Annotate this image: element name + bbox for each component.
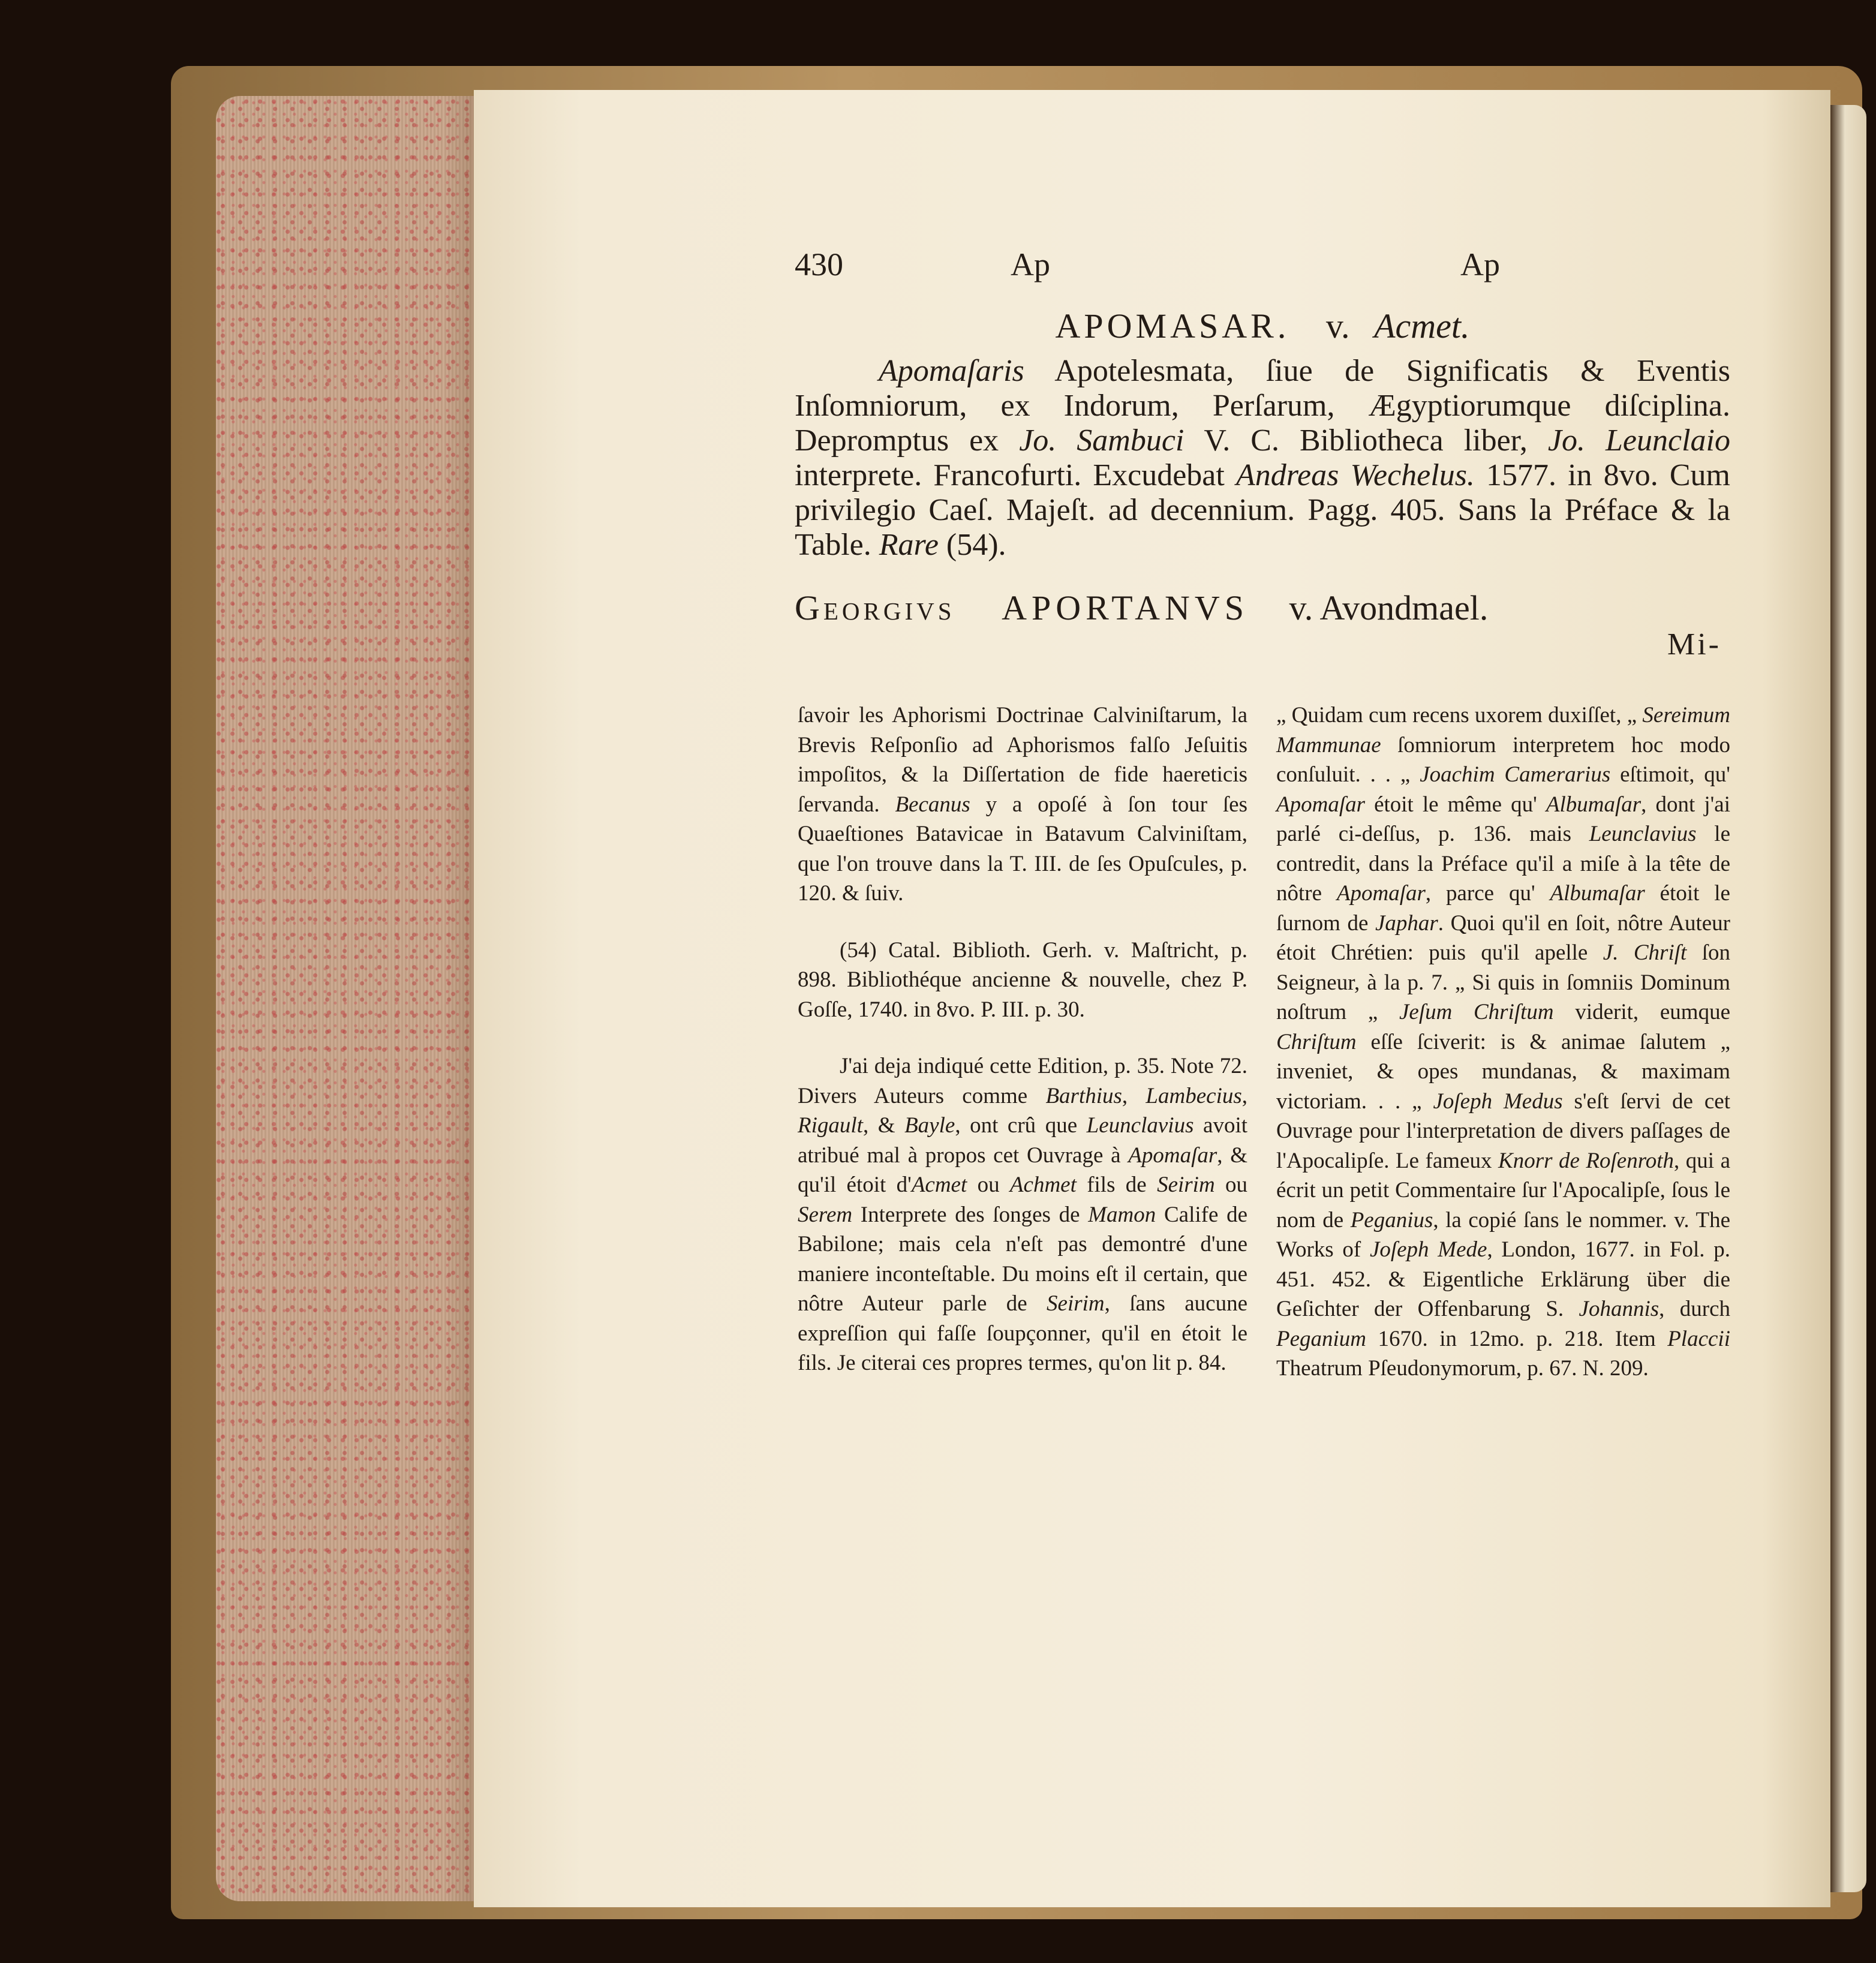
text: ſomniorum interpretem hoc modo conſuluit. . . „ <box>1276 732 1730 787</box>
name: Apomaſar <box>1336 881 1426 906</box>
text: ou <box>967 1173 1010 1197</box>
name: Peganium <box>1276 1326 1367 1351</box>
name: Leunclavius <box>1086 1113 1194 1138</box>
text: , dont j'ai parlé ci-deſſus, p. 136. mais <box>1276 792 1730 846</box>
text: Calife de Babilone; mais cela n'eſt pas demontré d'une maniere inconteſtable. Du moins eſt il certain, que nôtre Auteur parle de <box>798 1202 1248 1316</box>
name: Achmet <box>1009 1173 1077 1197</box>
entry-text: 1577. in 8vo. Cum privilegio Caeſ. Majeſt. ad decennium. Pagg. 405. Sans la Préface & la Table. <box>795 458 1730 562</box>
name: Apomaſar <box>1128 1143 1217 1168</box>
facing-page-edge <box>1830 105 1866 1892</box>
running-header <box>795 246 1730 294</box>
text: viderit, eumque <box>1553 1000 1730 1024</box>
entry-heading-aportanus <box>795 588 1730 628</box>
name: Jeſum Chriſtum <box>1399 1000 1554 1024</box>
footnote: (54) Catal. Biblioth. Gerh. v. Maſtricht, p. 898. Bibliothéque ancienne & nouvelle, chez P. Goſſe, 1740. in 8vo. P. III. p. 30. <box>798 937 1247 1022</box>
name: Johannis <box>1579 1297 1659 1321</box>
name: Barthius <box>1045 1083 1122 1108</box>
text: avoit atribué mal à propos cet Ouvrage à <box>798 1113 1248 1168</box>
name: Seirim <box>1047 1291 1105 1316</box>
entry-name: Jo. Leunclaio <box>1547 423 1730 458</box>
name: Apomaſar <box>1276 792 1365 817</box>
text: , parce qu' <box>1425 881 1550 906</box>
catchword: Mi- <box>1667 627 1721 662</box>
name: Serem <box>798 1202 853 1227</box>
name: Joſeph Medus <box>1433 1089 1563 1114</box>
text: s'eſt ſervi de cet Ouvrage pour l'interpretation de divers paſſages de l'Apocalipſe. Le fameux <box>1276 1089 1730 1173</box>
text: , durch <box>1659 1297 1730 1321</box>
text: , ſans aucune expreſſion qui faſſe ſoupçonner, qu'il en étoit le fils. Je citerai ces propres termes, qu'on lit p. 84. <box>798 1291 1247 1375</box>
text: , <box>1122 1083 1146 1108</box>
heading-v: v. <box>1325 306 1350 345</box>
paragraph <box>798 1051 1247 1378</box>
rare-label: Rare <box>879 528 939 562</box>
name: Rigault <box>798 1113 863 1138</box>
text: Theatrum Pſeudonymorum, p. 67. N. 209. <box>1276 1356 1649 1381</box>
page-number: 430 <box>795 246 843 282</box>
text: eſtimoit, qu' <box>1610 762 1730 787</box>
author-italic: Apomaſaris <box>879 354 1024 388</box>
text: ſon Seigneur, à la p. 7. „ Si quis in ſomniis Dominum noſtrum „ <box>1276 940 1730 1024</box>
page-edge-block <box>216 96 480 1901</box>
text: étoit le ſurnom de <box>1276 881 1730 936</box>
name: Chriſtum <box>1276 1029 1357 1054</box>
text: Interprete des ſonges de <box>852 1202 1089 1227</box>
name: Becanus <box>895 792 970 817</box>
heading-ref: Acmet. <box>1374 306 1470 345</box>
name: Leunclavius <box>1589 822 1697 846</box>
text: 1670. in 12mo. p. 218. Item <box>1366 1326 1668 1351</box>
surname: APORTANVS <box>1002 588 1249 627</box>
entry-text: Apotelesmata, ſiue de Significatis & Eventis Inſomniorum, ex Indorum, Perſarum, Ægyptiorumque diſciplina. Depromptus ex <box>795 354 1730 458</box>
name: Joſeph Mede <box>1369 1237 1487 1262</box>
paragraph <box>798 701 1247 909</box>
running-head-right: Ap <box>1460 246 1500 282</box>
text: ou <box>1214 1173 1247 1197</box>
paragraph <box>1276 701 1730 1384</box>
name: Japhar <box>1375 910 1438 936</box>
text: , & <box>862 1113 905 1138</box>
name: J. Chriſt <box>1603 940 1687 965</box>
name: Peganius <box>1350 1207 1433 1232</box>
left-column <box>798 701 1247 1378</box>
name: Seirim <box>1157 1173 1215 1197</box>
text: y a opoſé à ſon tour ſes Quaeſtiones Batavicae in Batavum Calviniſtam, que l'on trouve dans la T. III. de ſes Opuſcules, p. 120. & ſuiv. <box>798 792 1247 906</box>
name: Knorr de Roſenroth <box>1498 1148 1674 1173</box>
name: Albumaſar <box>1546 792 1642 817</box>
first-name: Georgivs <box>795 588 955 627</box>
entry-text: V. C. Bibliotheca liber, <box>1184 423 1548 458</box>
entry-body-apomasar <box>795 354 1730 563</box>
text: „ Quidam cum recens uxorem duxiſſet, „ <box>1276 703 1643 728</box>
cross-ref: v. Avondmael. <box>1289 588 1489 627</box>
entry-name: Andreas Wechelus. <box>1235 458 1475 492</box>
text: . Quoi qu'il en ſoit, nôtre Auteur étoit Chrétien: puis qu'il apelle <box>1276 910 1730 965</box>
running-head-left: Ap <box>1011 246 1050 282</box>
text: J'ai deja indiqué cette Edition, p. 35. Note 72. Divers Auteurs comme <box>798 1054 1247 1108</box>
text: , London, 1677. in Fol. p. 451. 452. & Eigentliche Erklärung über die Geſichter der Offenbarung S. <box>1276 1237 1730 1321</box>
name: Sereimum Mammunae <box>1276 703 1730 757</box>
text: , ont crû que <box>955 1113 1087 1138</box>
text: étoit le même qu' <box>1365 792 1546 817</box>
name: Joachim Camerarius <box>1420 762 1611 787</box>
text: , qui a écrit un petit Commentaire ſur l'Apocalipſe, ſous le nom de <box>1276 1148 1731 1232</box>
text: ſavoir les Aphorismi Doctrinae Calviniſtarum, la Brevis Reſponſio ad Aphorismos falſo Jeſuitis impoſitos, & la Diſſertation de fide haereticis ſervanda. <box>798 703 1247 817</box>
name: Mamon <box>1088 1202 1156 1227</box>
text: , <box>1241 1083 1247 1108</box>
name: Albumaſar <box>1550 881 1645 906</box>
name: Acmet <box>911 1173 967 1197</box>
text: le contredit, dans la Préface qu'il a miſe à la tête de nôtre <box>1276 822 1730 906</box>
entry-text: interprete. Francofurti. Excudebat <box>795 458 1236 492</box>
entry-heading-apomasar <box>795 306 1730 346</box>
name: Placcii <box>1667 1326 1730 1351</box>
footnote-ref: (54). <box>938 528 1006 562</box>
text: , & qu'il étoit d' <box>798 1143 1247 1197</box>
name: Lambecius <box>1146 1083 1242 1108</box>
text: fils de <box>1076 1173 1158 1197</box>
name: Bayle <box>904 1113 955 1138</box>
entry-name: Jo. Sambuci <box>1019 423 1184 458</box>
heading-caps: APOMASAR. <box>1055 306 1290 345</box>
text: eſſe ſciverit: is & animae ſalutem „ inveniet, & opes mundanas, & maximam victoriam. . . „ <box>1276 1029 1730 1114</box>
right-column <box>1276 701 1730 1384</box>
text: , la copié ſans le nommer. v. The Works of <box>1276 1207 1730 1262</box>
